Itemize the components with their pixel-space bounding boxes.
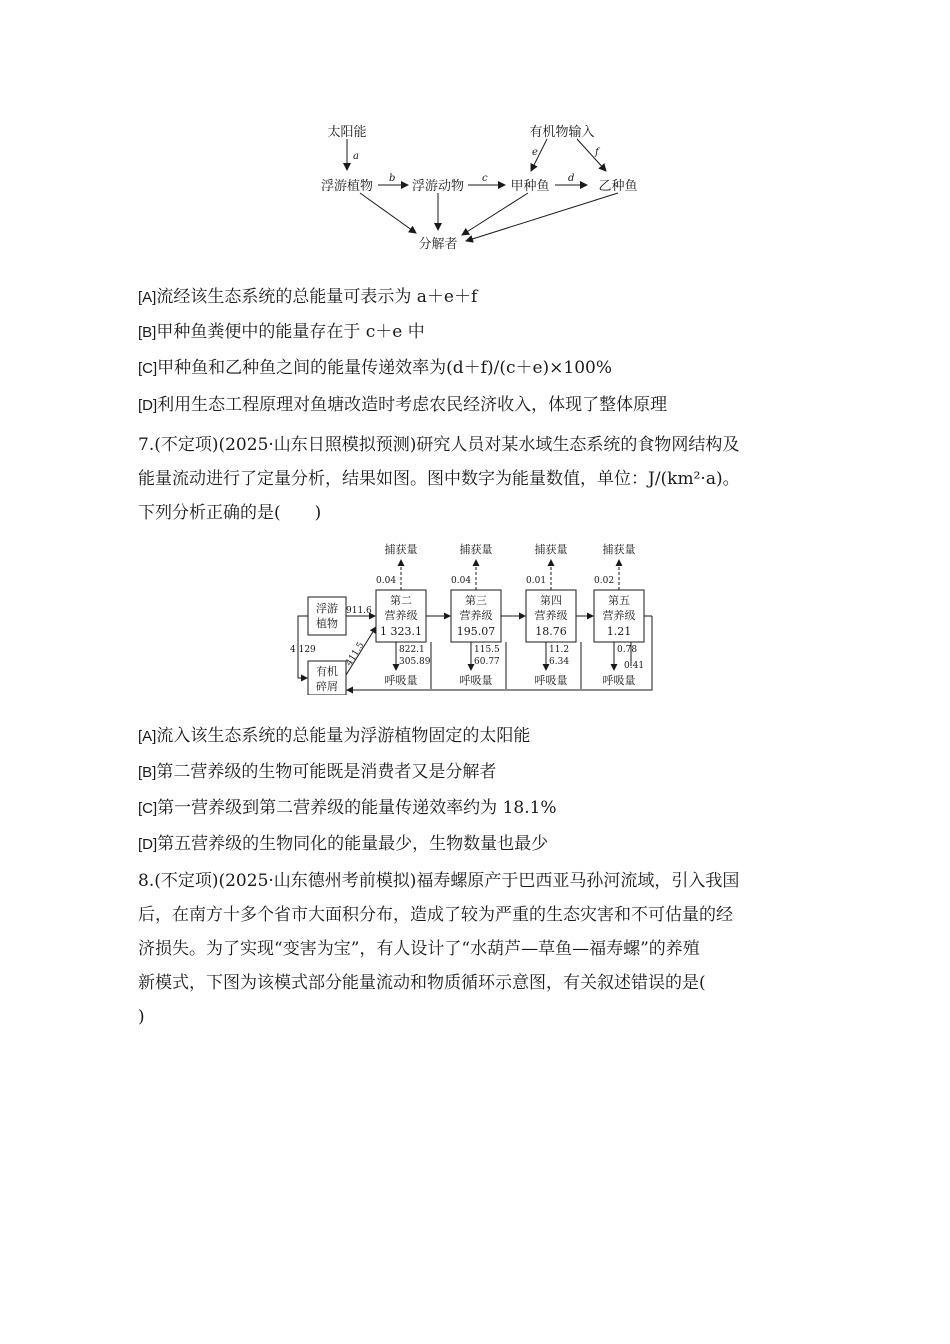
resp-label-2: 呼吸量 [384, 674, 418, 687]
label-a: a [353, 151, 359, 162]
value-plant-to-l2: 911.6 [346, 606, 372, 616]
value-detritus-to-l2: 411.5 [344, 640, 367, 668]
trophic-energy-diagram [290, 535, 660, 695]
value-to-detritus: 4 129 [290, 645, 316, 655]
arrow-input-to-fishB [577, 139, 606, 171]
catch-label-3: 捕获量 [459, 543, 493, 556]
node-phytoplankton: 浮游植物 [320, 179, 374, 194]
catch-value-3: 0.04 [451, 576, 472, 586]
level4-title-2: 营养级 [534, 609, 568, 622]
resp-3a: 115.5 [474, 645, 500, 655]
node-decomposer: 分解者 [418, 237, 458, 252]
resp-2b: 305.89 [399, 657, 431, 667]
level5-title-2: 营养级 [602, 609, 636, 622]
q8-stem: 8.(不定项)(2025·山东德州考前模拟)福寿螺原产于巴西亚马孙河流域，引入我国 后，在南方十多个省市大面积分布，造成了较为严重的生态灾害和不可估量的经 济损失。为了实现“变害为宝”，有人设计了“水葫芦—草鱼—福寿螺”的养殖 新模式，下图为该模式部分能量流动和物质循环示意图，有关叙述错误的是( ) [138, 871, 740, 1027]
detritus-label-1: 有机 [316, 665, 338, 678]
catch-value-4: 0.01 [526, 576, 547, 586]
label-c: c [482, 173, 488, 184]
catch-label-2: 捕获量 [384, 543, 418, 556]
catch-value-2: 0.04 [376, 576, 397, 586]
label-e: e [532, 147, 538, 158]
q7-option-d: [D]第五营养级的生物同化的能量最少，生物数量也最少 [138, 834, 549, 854]
q7-option-b: [B]第二营养级的生物可能既是消费者又是分解者 [138, 762, 497, 782]
catch-value-5: 0.02 [594, 576, 615, 586]
node-sun: 太阳能 [327, 125, 367, 140]
level4-value: 18.76 [535, 625, 567, 638]
label-f: f [595, 147, 599, 158]
level3-title-2: 营养级 [459, 609, 493, 622]
detritus-label-2: 碎屑 [316, 680, 338, 693]
q6-option-c: [C]甲种鱼和乙种鱼之间的能量传递效率为(d＋f)/(c＋e)×100% [138, 358, 613, 378]
label-b: b [389, 173, 396, 184]
resp-4b: 6.34 [549, 657, 570, 667]
level2-value: 1 323.1 [380, 625, 422, 638]
resp-label-3: 呼吸量 [459, 674, 493, 687]
label-d: d [568, 173, 575, 184]
q7-stem: 7.(不定项)(2025·山东日照模拟预测)研究人员对某水域生态系统的食物网结构及 能量流动进行了定量分析，结果如图。图中数字为能量数值，单位：J/(km²·a)。 下列分析正确的是( ) [138, 435, 740, 523]
plankton-label-2: 植物 [316, 617, 338, 630]
node-organic-input: 有机物输入 [529, 125, 595, 140]
arrow-fishA-to-decomposer [462, 193, 528, 235]
q6-option-b: [B]甲种鱼粪便中的能量存在于 c＋e 中 [138, 322, 425, 342]
level5-title-1: 第五 [608, 594, 630, 607]
node-zooplankton: 浮游动物 [411, 179, 465, 194]
q6-option-a: [A]流经该生态系统的总能量可表示为 a＋e＋f [138, 287, 478, 307]
node-fish-a: 甲种鱼 [510, 179, 550, 194]
level3-title-1: 第三 [465, 594, 487, 607]
catch-label-4: 捕获量 [534, 543, 568, 556]
q7-option-c: [C]第一营养级到第二营养级的能量传递效率约为 18.1% [138, 798, 557, 818]
level2-title-1: 第二 [390, 594, 412, 607]
level5-value: 1.21 [606, 625, 632, 638]
catch-label-5: 捕获量 [602, 543, 636, 556]
q6-option-d: [D]利用生态工程原理对鱼塘改造时考虑农民经济收入，体现了整体原理 [138, 395, 668, 415]
arrow-fishB-to-decomposer [466, 193, 618, 241]
arrow-plant-to-decomposer [360, 193, 416, 233]
resp-5a: 0.78 [617, 645, 638, 655]
resp-label-4: 呼吸量 [534, 674, 568, 687]
node-fish-b: 乙种鱼 [598, 179, 638, 194]
energy-flow-diagram [300, 115, 650, 265]
resp-label-5: 呼吸量 [602, 674, 636, 687]
level2-title-2: 营养级 [384, 609, 418, 622]
resp-5b: 0.41 [624, 661, 645, 671]
resp-2a: 822.1 [399, 645, 425, 655]
resp-4a: 11.2 [549, 645, 570, 655]
q7-option-a: [A]流入该生态系统的总能量为浮游植物固定的太阳能 [138, 726, 531, 746]
level3-value: 195.07 [456, 625, 496, 638]
plankton-label-1: 浮游 [316, 602, 338, 615]
level4-title-1: 第四 [540, 594, 562, 607]
resp-3b: 60.77 [474, 657, 500, 667]
